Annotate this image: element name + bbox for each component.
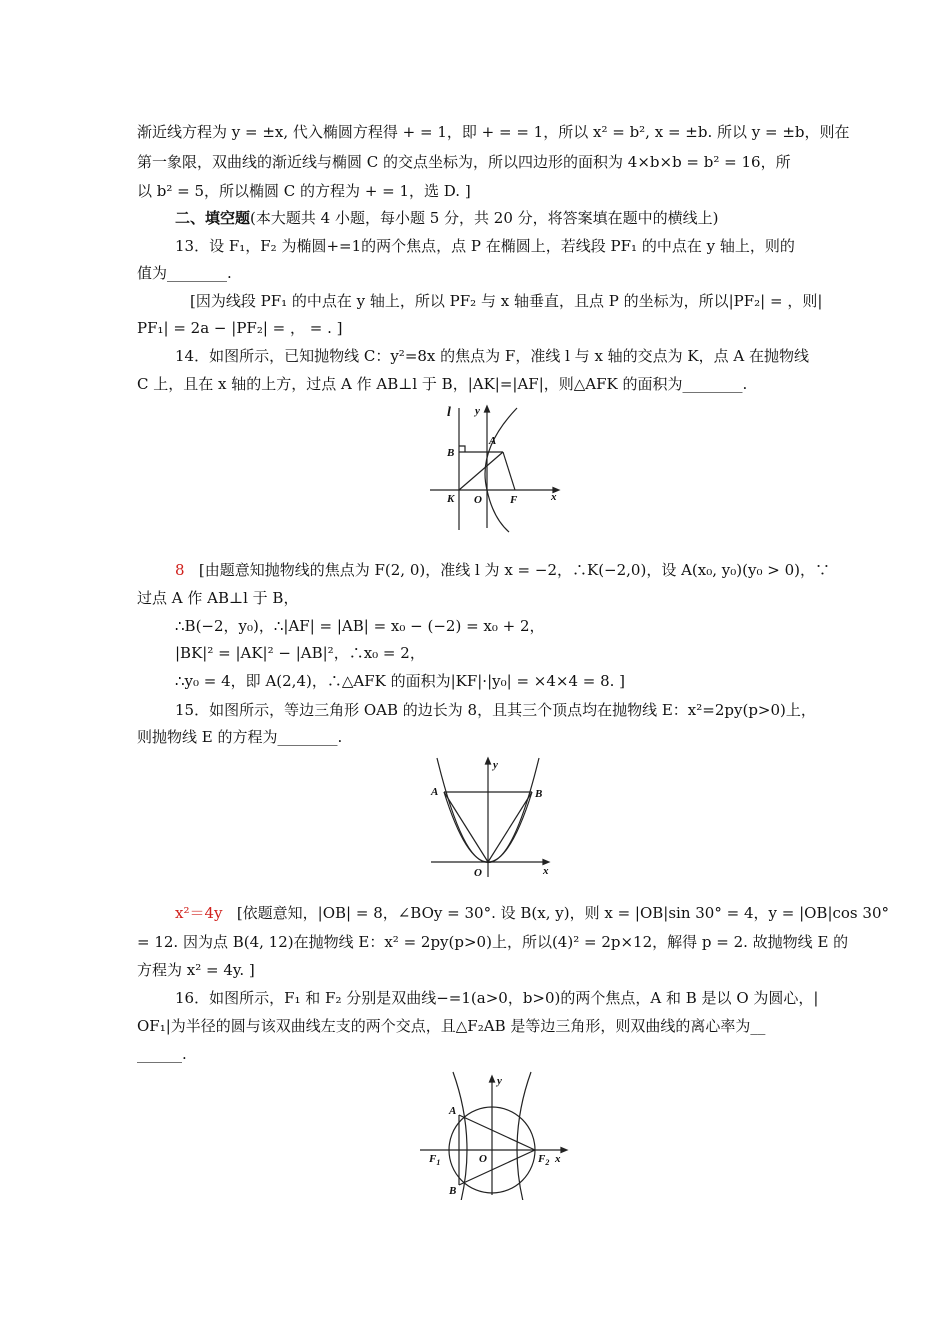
text-line: = 12. 因为点 B(4, 12)在抛物线 E：x² = 2py(p>0)上，所以(4)² = 2p×12，解得 p = 2. 故抛物线 E 的 (137, 933, 849, 951)
hyperbola-right-branch (517, 1072, 531, 1200)
label-A: A (449, 1105, 457, 1117)
label-F1-subscript: 1 (436, 1158, 441, 1167)
section-heading (175, 208, 855, 228)
label-x: x (543, 865, 549, 877)
section-description: (本大题共 4 小题，每小题 5 分，共 20 分，将答案填在题中的横线上) (250, 209, 719, 227)
label-l: l (447, 405, 451, 420)
solution-text: [依题意知，|OB| = 8，∠BOy = 30°. 设 B(x, y)，则 x = |OB|sin 30° = 4，y = |OB|cos 30° (236, 904, 889, 922)
text-line: 值为________. (137, 264, 232, 282)
hyperbola-left-branch (453, 1072, 467, 1200)
text-line: OF₁|为半径的圆与该双曲线左支的两个交点，且△F₂AB 是等边三角形，则双曲线的离心率为__ (137, 1017, 766, 1035)
label-B: B (535, 788, 543, 800)
text-line: ∴y₀ = 4，即 A(2,4)，∴△AFK 的面积为|KF|·|y₀| = ×4×4 = 8. ] (175, 672, 626, 690)
text-line: 过点 A 作 AB⊥l 于 B， (137, 589, 299, 607)
label-F: F (510, 494, 518, 506)
label-F1 (428, 1153, 440, 1167)
figure-14 (425, 400, 575, 540)
solution-15 (175, 903, 889, 923)
text-line: C 上，且在 x 轴的上方，过点 A 作 AB⊥l 于 B，|AK|=|AF|，则△AFK 的面积为________. (137, 375, 748, 393)
text-line: ∴B(−2，y₀)，∴|AF| = |AB| = x₀ − (−2) = x₀ + 2， (175, 617, 545, 635)
answer-14: 8 (175, 561, 185, 579)
label-x: x (555, 1153, 561, 1165)
text-line: 渐近线方程为 y = ±x, 代入椭圆方程得 + = 1，即 + = = 1，所以 x² = b², x = ±b. 所以 y = ±b，则在 (137, 123, 850, 141)
label-A: A (431, 786, 439, 798)
solution-14 (175, 560, 855, 580)
label-O: O (479, 1153, 487, 1165)
label-y: y (475, 405, 480, 417)
y-axis-arrow (486, 758, 491, 764)
label-B: B (449, 1185, 457, 1197)
text-line: |BK|² = |AK|² − |AB|²，∴x₀ = 2， (175, 644, 425, 662)
label-K: K (447, 493, 455, 505)
label-F2-subscript: 2 (545, 1158, 550, 1167)
text-line: 方程为 x² = 4y. ] (137, 961, 255, 979)
segment-AF (503, 452, 515, 490)
y-axis-arrow (490, 1076, 495, 1082)
text-line: ______. (137, 1045, 187, 1063)
text-line: 以 b² = 5，所以椭圆 C 的方程为 + = 1，选 D. ] (137, 182, 471, 200)
x-axis-arrow (543, 860, 549, 865)
segment-OA (444, 792, 488, 862)
solution-13: [因为线段 PF₁ 的中点在 y 轴上，所以 PF₂ 与 x 轴垂直，且点 P 的坐标为，所以|PF₂| = ，则| (190, 292, 823, 310)
label-y: y (493, 759, 498, 771)
x-axis-arrow (561, 1148, 567, 1153)
text-line: PF₁| = 2a − |PF₂| = ， = . ] (137, 319, 343, 337)
segment-AK (459, 452, 503, 490)
answer-15: x²＝4y (175, 904, 223, 922)
text-line: 则抛物线 E 的方程为________. (137, 728, 343, 746)
segment-OB (488, 792, 532, 862)
solution-text: [由题意知抛物线的焦点为 F(2, 0)，准线 l 为 x = −2，∴K(−2,0)，设 A(x₀, y₀)(y₀ > 0)，∵ (198, 561, 830, 579)
label-F1-letter: F (429, 1153, 437, 1165)
question-13: 13．设 F₁，F₂ 为椭圆+=1的两个焦点，点 P 在椭圆上，若线段 PF₁ 的中点在 y 轴上，则的 (175, 237, 795, 255)
figure-16 (415, 1070, 580, 1200)
figure-15 (425, 752, 565, 887)
text-line: 第一象限，双曲线的渐近线与椭圆 C 的交点坐标为，所以四边形的面积为 4×b×b = b² = 16，所 (137, 153, 791, 171)
y-axis-arrow (485, 406, 490, 412)
label-O: O (474, 867, 482, 879)
right-angle-mark (459, 446, 465, 452)
label-O: O (474, 494, 482, 506)
section-title: 二、填空题 (175, 209, 251, 227)
label-B: B (447, 447, 455, 459)
question-16: 16．如图所示，F₁ 和 F₂ 分别是双曲线−=1(a>0，b>0)的两个焦点，A 和 B 是以 O 为圆心，| (175, 989, 819, 1007)
question-15: 15．如图所示，等边三角形 OAB 的边长为 8，且其三个顶点均在抛物线 E：x²=2py(p>0)上， (175, 701, 816, 719)
label-F2-letter: F (538, 1153, 546, 1165)
parabola-curve (485, 408, 517, 532)
label-x: x (551, 491, 557, 503)
label-y: y (497, 1075, 502, 1087)
label-A: A (489, 435, 497, 447)
question-14: 14．如图所示，已知抛物线 C：y²=8x 的焦点为 F，准线 l 与 x 轴的交点为 K，点 A 在抛物线 (175, 347, 810, 365)
label-F2 (537, 1153, 549, 1167)
